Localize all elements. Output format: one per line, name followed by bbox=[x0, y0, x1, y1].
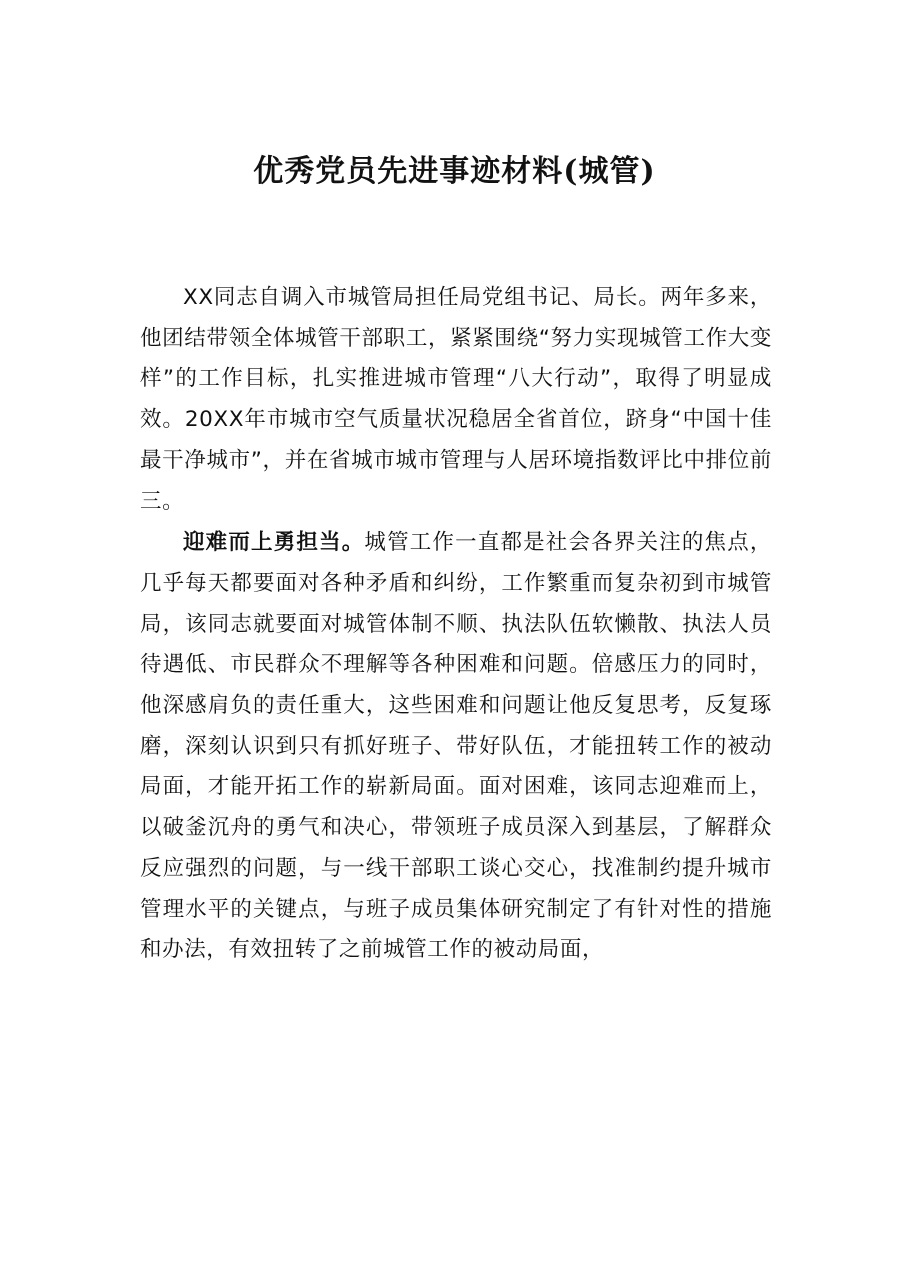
section-heading: 迎难而上勇担当。 bbox=[183, 530, 365, 556]
document-body bbox=[140, 278, 772, 971]
paragraph-section-1-text: 城管工作一直都是社会各界关注的焦点，几乎每天都要面对各种矛盾和纠纷，工作繁重而复杂初到市城管局，该同志就要面对城管体制不顺、执法队伍软懒散、执法人员待遇低、市民群众不理解等各种困难和问题。倍感压力的同时，他深感肩负的责任重大，这些困难和问题让他反复思考，反复琢磨，深刻认识到只有抓好班子、带好队伍，才能扭转工作的被动局面，才能开拓工作的崭新局面。面对困难，该同志迎难而上，以破釜沉舟的勇气和决心，带领班子成员深入到基层，了解群众反应强烈的问题，与一线干部职工谈心交心，找准制约提升城市管理水平的关键点，与班子成员集体研究制定了有针对性的措施和办法，有效扭转了之前城管工作的被动局面， bbox=[140, 530, 772, 963]
paragraph-intro-text: XX同志自调入市城管局担任局党组书记、局长。两年多来，他团结带领全体城管干部职工，紧紧围绕“努力实现城管工作大变样”的工作目标，扎实推进城市管理“八大行动”，取得了明显成效。20XX年市城市空气质量状况稳居全省首位，跻身“中国十佳最干净城市”，并在省城市城市管理与人居环境指数评比中排位前三。 bbox=[140, 285, 772, 514]
paragraph-intro bbox=[140, 278, 772, 522]
document-title: 优秀党员先进事迹材料(城管) bbox=[253, 154, 656, 189]
paragraph-section-1 bbox=[140, 523, 772, 971]
